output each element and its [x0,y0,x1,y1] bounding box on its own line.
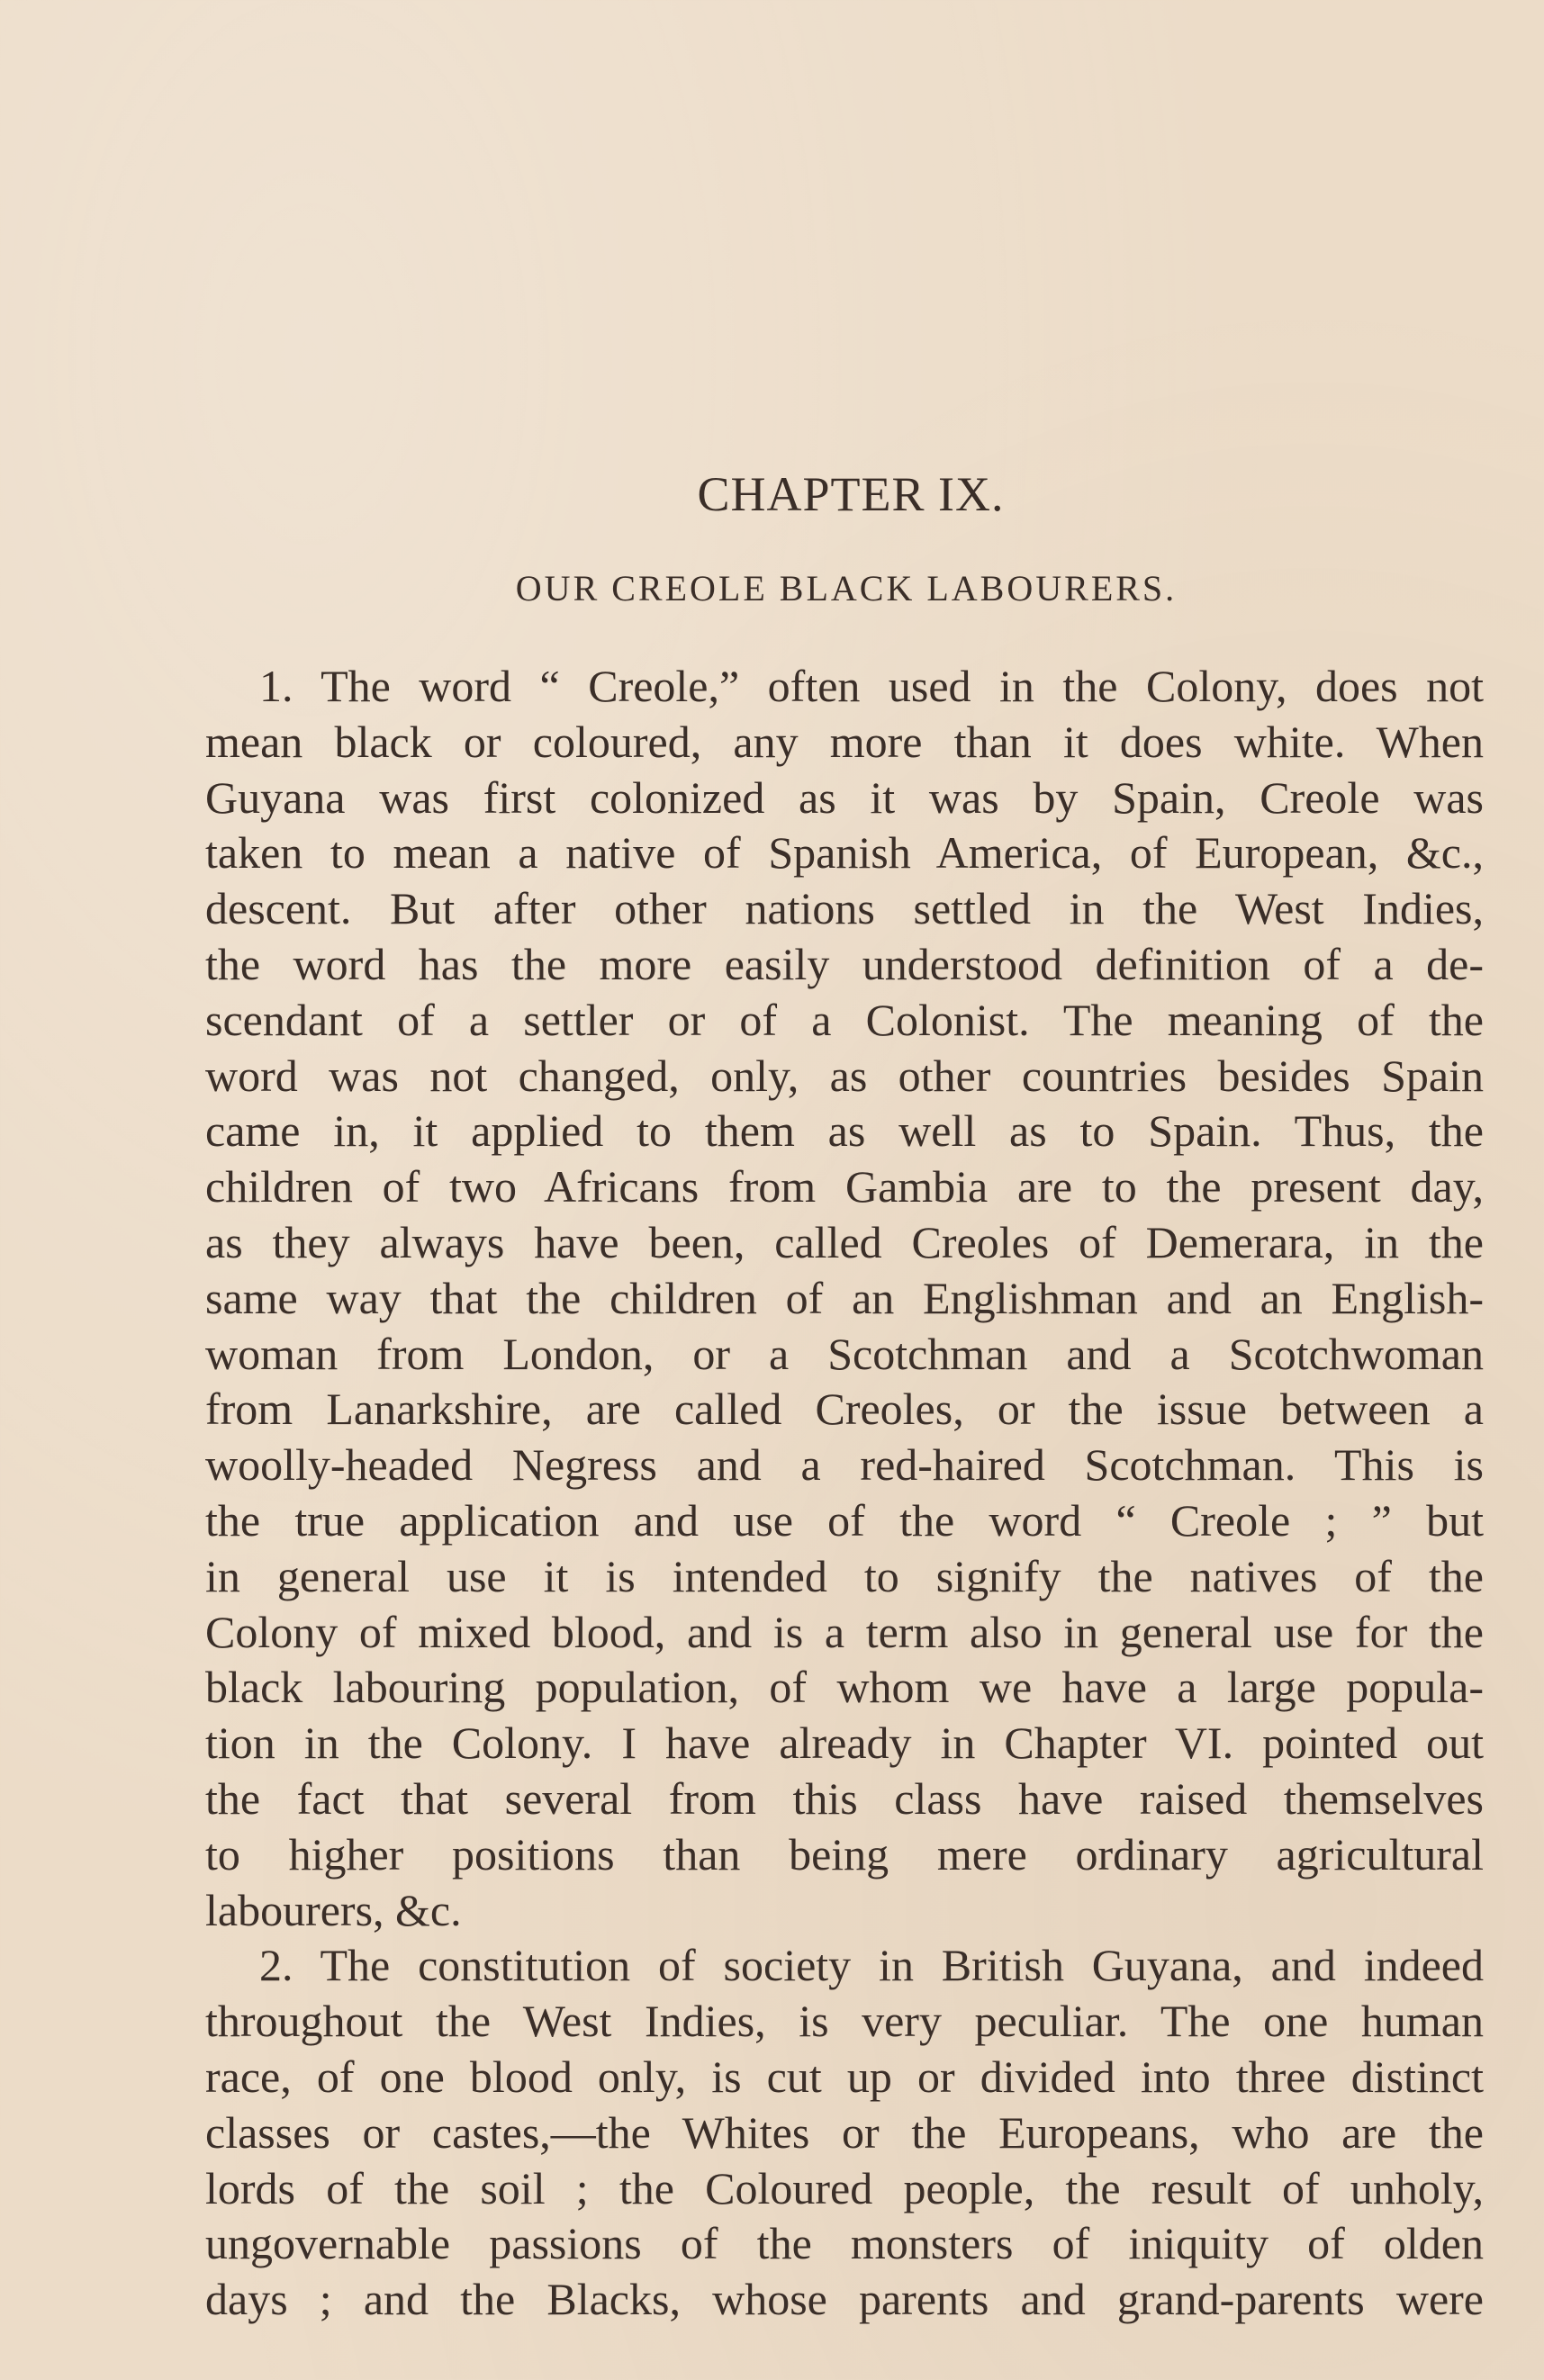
text-line: the true application and use of the word “ Creole ; ” but [205,1494,1484,1546]
text-line: woolly-headed Negress and a red-haired Scotchman. This is [205,1439,1484,1491]
text-line: black labouring population, of whom we have a large popula- [205,1662,1484,1713]
text-line: as they always have been, called Creoles of Demerara, in the [205,1216,1484,1267]
text-line: came in, it applied to them as well as to Spain. Thus, the [205,1105,1484,1157]
text-line: from Lanarkshire, are called Creoles, or the issue between a [205,1384,1484,1435]
text-line: descent. But after other nations settled in the West Indies, [205,883,1484,934]
text-line: throughout the West Indies, is very peculiar. The one human [205,1996,1484,2047]
text-line: mean black or coloured, any more than it does white. When [205,716,1484,767]
text-line: same way that the children of an Englishman and an English- [205,1272,1484,1323]
text-line: scendant of a settler or of a Colonist. The meaning of the [205,994,1484,1045]
text-line: classes or castes,—the Whites or the Europeans, who are the [205,2106,1484,2158]
text-line: the word has the more easily understood definition of a de- [205,938,1484,989]
text-line: lords of the soil ; the Coloured people, the result of unholy, [205,2162,1484,2213]
text-line: labourers, &c. [205,1884,462,1935]
text-line: ungovernable passions of the monsters of iniquity of olden [205,2218,1484,2269]
text-line: tion in the Colony. I have already in Chapter VI. pointed out [205,1717,1484,1769]
text-line: to higher positions than being mere ordinary agricultural [205,1828,1484,1880]
text-line: the fact that several from this class have raised themselves [205,1772,1484,1824]
text-line: 2. The constitution of society in British Guyana, and indeed [259,1940,1484,1991]
text-line: Guyana was first colonized as it was by Spain, Creole was [205,771,1484,823]
text-line: Colony of mixed blood, and is a term also in general use for the [205,1606,1484,1657]
body-text [205,659,1484,2328]
chapter-title: CHAPTER IX. [697,467,1005,521]
paragraph-2 [205,1938,1484,2328]
text-line: days ; and the Blacks, whose parents and grand-parents were [205,2274,1484,2325]
text-line: woman from London, or a Scotchman and a Scotchwoman [205,1328,1484,1379]
chapter-subtitle: OUR CREOLE BLACK LABOURERS. [515,568,1178,609]
text-line: in general use it is intended to signify the natives of the [205,1550,1484,1601]
text-line: children of two Africans from Gambia are to the present day, [205,1161,1484,1213]
text-line: word was not changed, only, as other countries besides Spain [205,1050,1484,1101]
text-line: 1. The word “ Creole,” often used in the Colony, does not [259,661,1484,711]
text-line: taken to mean a native of Spanish America, of European, &c., [205,827,1484,879]
paragraph-1 [205,659,1484,1938]
text-line: race, of one blood only, is cut up or divided into three distinct [205,2051,1484,2102]
